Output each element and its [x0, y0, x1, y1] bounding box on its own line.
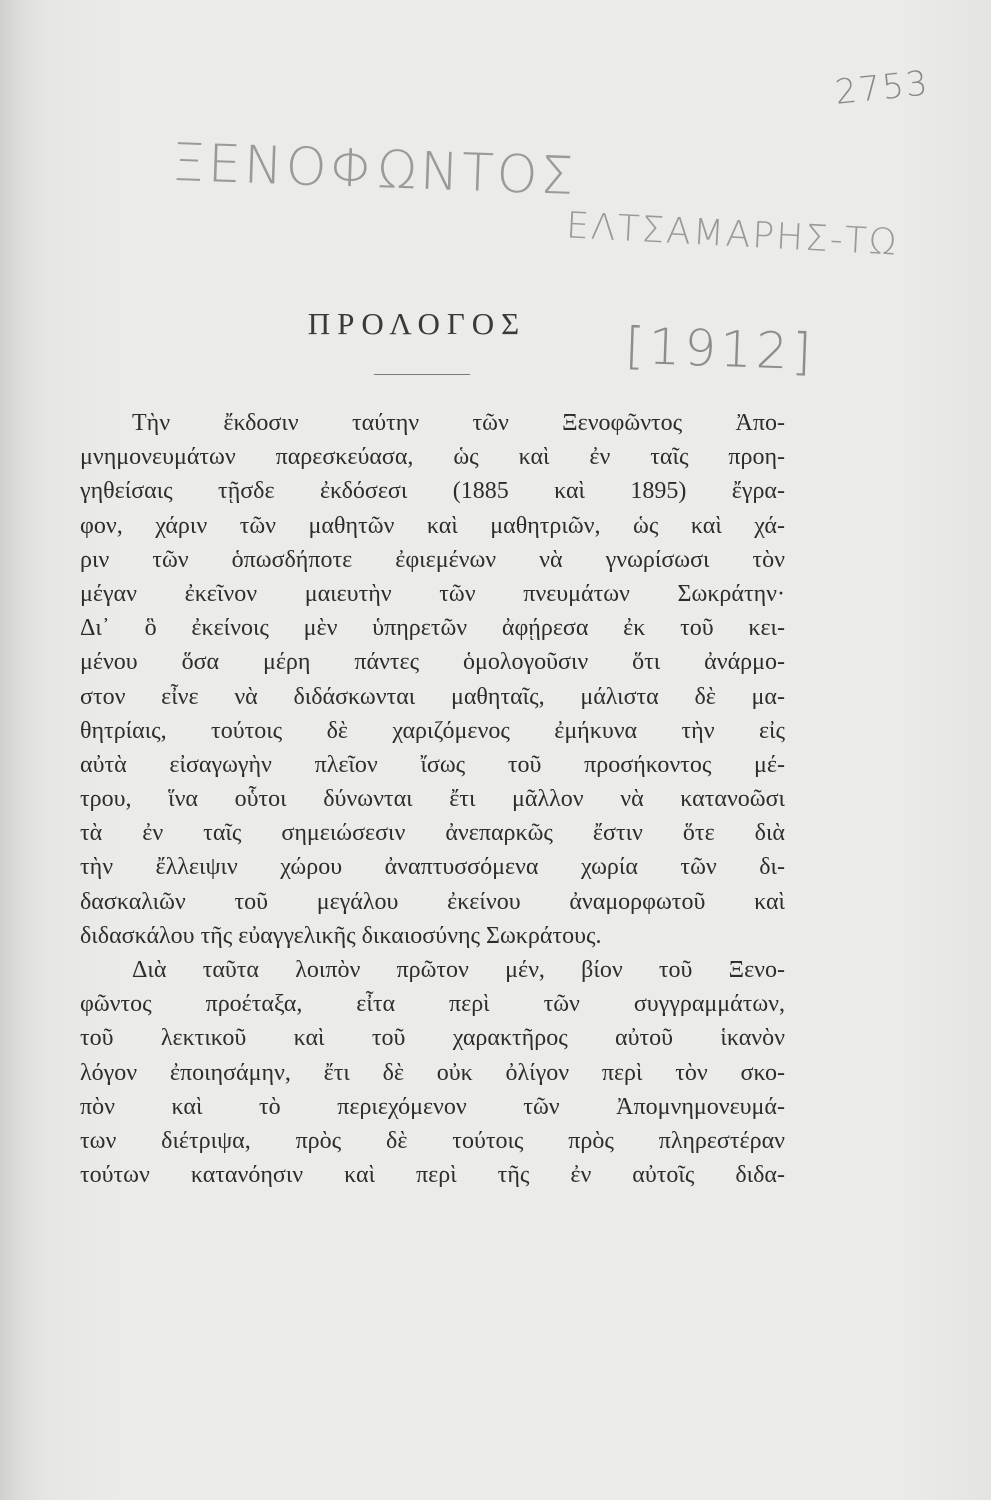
handwritten-catalog-number: 2753	[833, 63, 932, 113]
text-line: φον, χάριν τῶν μαθητῶν καὶ μαθητριῶν, ὡς καὶ χά-	[80, 512, 785, 539]
text-line: μνημονευμάτων παρεσκεύασα, ὡς καὶ ἐν ταῖς προη-	[80, 444, 785, 471]
text-line: δασκαλιῶν τοῦ μεγάλου ἐκείνου ἀναμορφωτοῦ καὶ	[80, 888, 785, 915]
text-line: γηθείσαις τῇσδε ἐκδόσεσι (1885 καὶ 1895) ἔγρα-	[80, 478, 785, 505]
text-line: των διέτριψα, πρὸς δὲ τούτοις πρὸς πληρεστέραν	[80, 1127, 785, 1154]
text-line: τὴν ἔλλειψιν χώρου ἀναπτυσσόμενα χωρία τῶν δι-	[80, 854, 785, 881]
text-line: στον εἶνε νὰ διδάσκωνται μαθηταῖς, μάλιστα δὲ μα-	[80, 683, 785, 710]
text-line: τοῦ λεκτικοῦ καὶ τοῦ χαρακτῆρος αὐτοῦ ἱκανὸν	[80, 1025, 785, 1052]
text-line: ριν τῶν ὁπωσδήποτε ἐφιεμένων νὰ γνωρίσωσι τὸν	[80, 546, 785, 573]
prologue-text	[80, 406, 785, 1192]
text-line: τρου, ἵνα οὗτοι δύνωνται ἔτι μᾶλλον νὰ κατανοῶσι	[80, 786, 785, 813]
text-line: τούτων κατανόησιν καὶ περὶ τῆς ἐν αὐτοῖς διδα-	[80, 1162, 785, 1189]
page-title: ΠΡΟΛΟΓΟΣ	[307, 306, 527, 341]
text-line: λόγον ἐποιησάμην, ἔτι δὲ οὐκ ὀλίγον περὶ τὸν σκο-	[80, 1059, 785, 1086]
handwritten-year: [1912]	[624, 316, 817, 382]
text-line: Τὴν ἔκδοσιν ταύτην τῶν Ξενοφῶντος Ἀπο-	[132, 410, 785, 436]
text-line: μένου ὅσα μέρη πάντες ὁμολογοῦσιν ὅτι ἀνάρμο-	[80, 649, 785, 676]
text-line: διδασκάλου τῆς εὐαγγελικῆς δικαιοσύνης Σωκράτους.	[80, 922, 602, 949]
text-line: Δι᾿ ὃ ἐκείνοις μὲν ὑπηρετῶν ἀφῄρεσα ἐκ τοῦ κει-	[80, 615, 785, 642]
text-line: φῶντος προέταξα, εἶτα περὶ τῶν συγγραμμάτων,	[80, 991, 785, 1018]
text-line: αὐτὰ εἰσαγωγὴν πλεῖον ἴσως τοῦ προσήκοντος μέ-	[80, 751, 785, 778]
handwritten-annotation-surname: ΕΛΤΣΑΜΑΡΗΣ-ΤΩ	[565, 205, 900, 264]
handwritten-annotation-name: ΞΕΝΟΦΩΝΤΟΣ	[171, 132, 578, 208]
text-line: τὰ ἐν ταῖς σημειώσεσιν ἀνεπαρκῶς ἔστιν ὅτε διὰ	[80, 820, 785, 847]
title-divider	[374, 374, 470, 375]
text-line: Διὰ ταῦτα λοιπὸν πρῶτον μέν, βίον τοῦ Ξενο-	[132, 957, 785, 983]
text-line: θητρίαις, τούτοις δὲ χαριζόμενος ἐμήκυνα τὴν εἰς	[80, 717, 785, 744]
text-line: μέγαν ἐκεῖνον μαιευτὴν τῶν πνευμάτων Σωκράτην·	[80, 580, 785, 607]
text-line: πὸν καὶ τὸ περιεχόμενον τῶν Ἀπομνημονευμά-	[80, 1093, 785, 1120]
